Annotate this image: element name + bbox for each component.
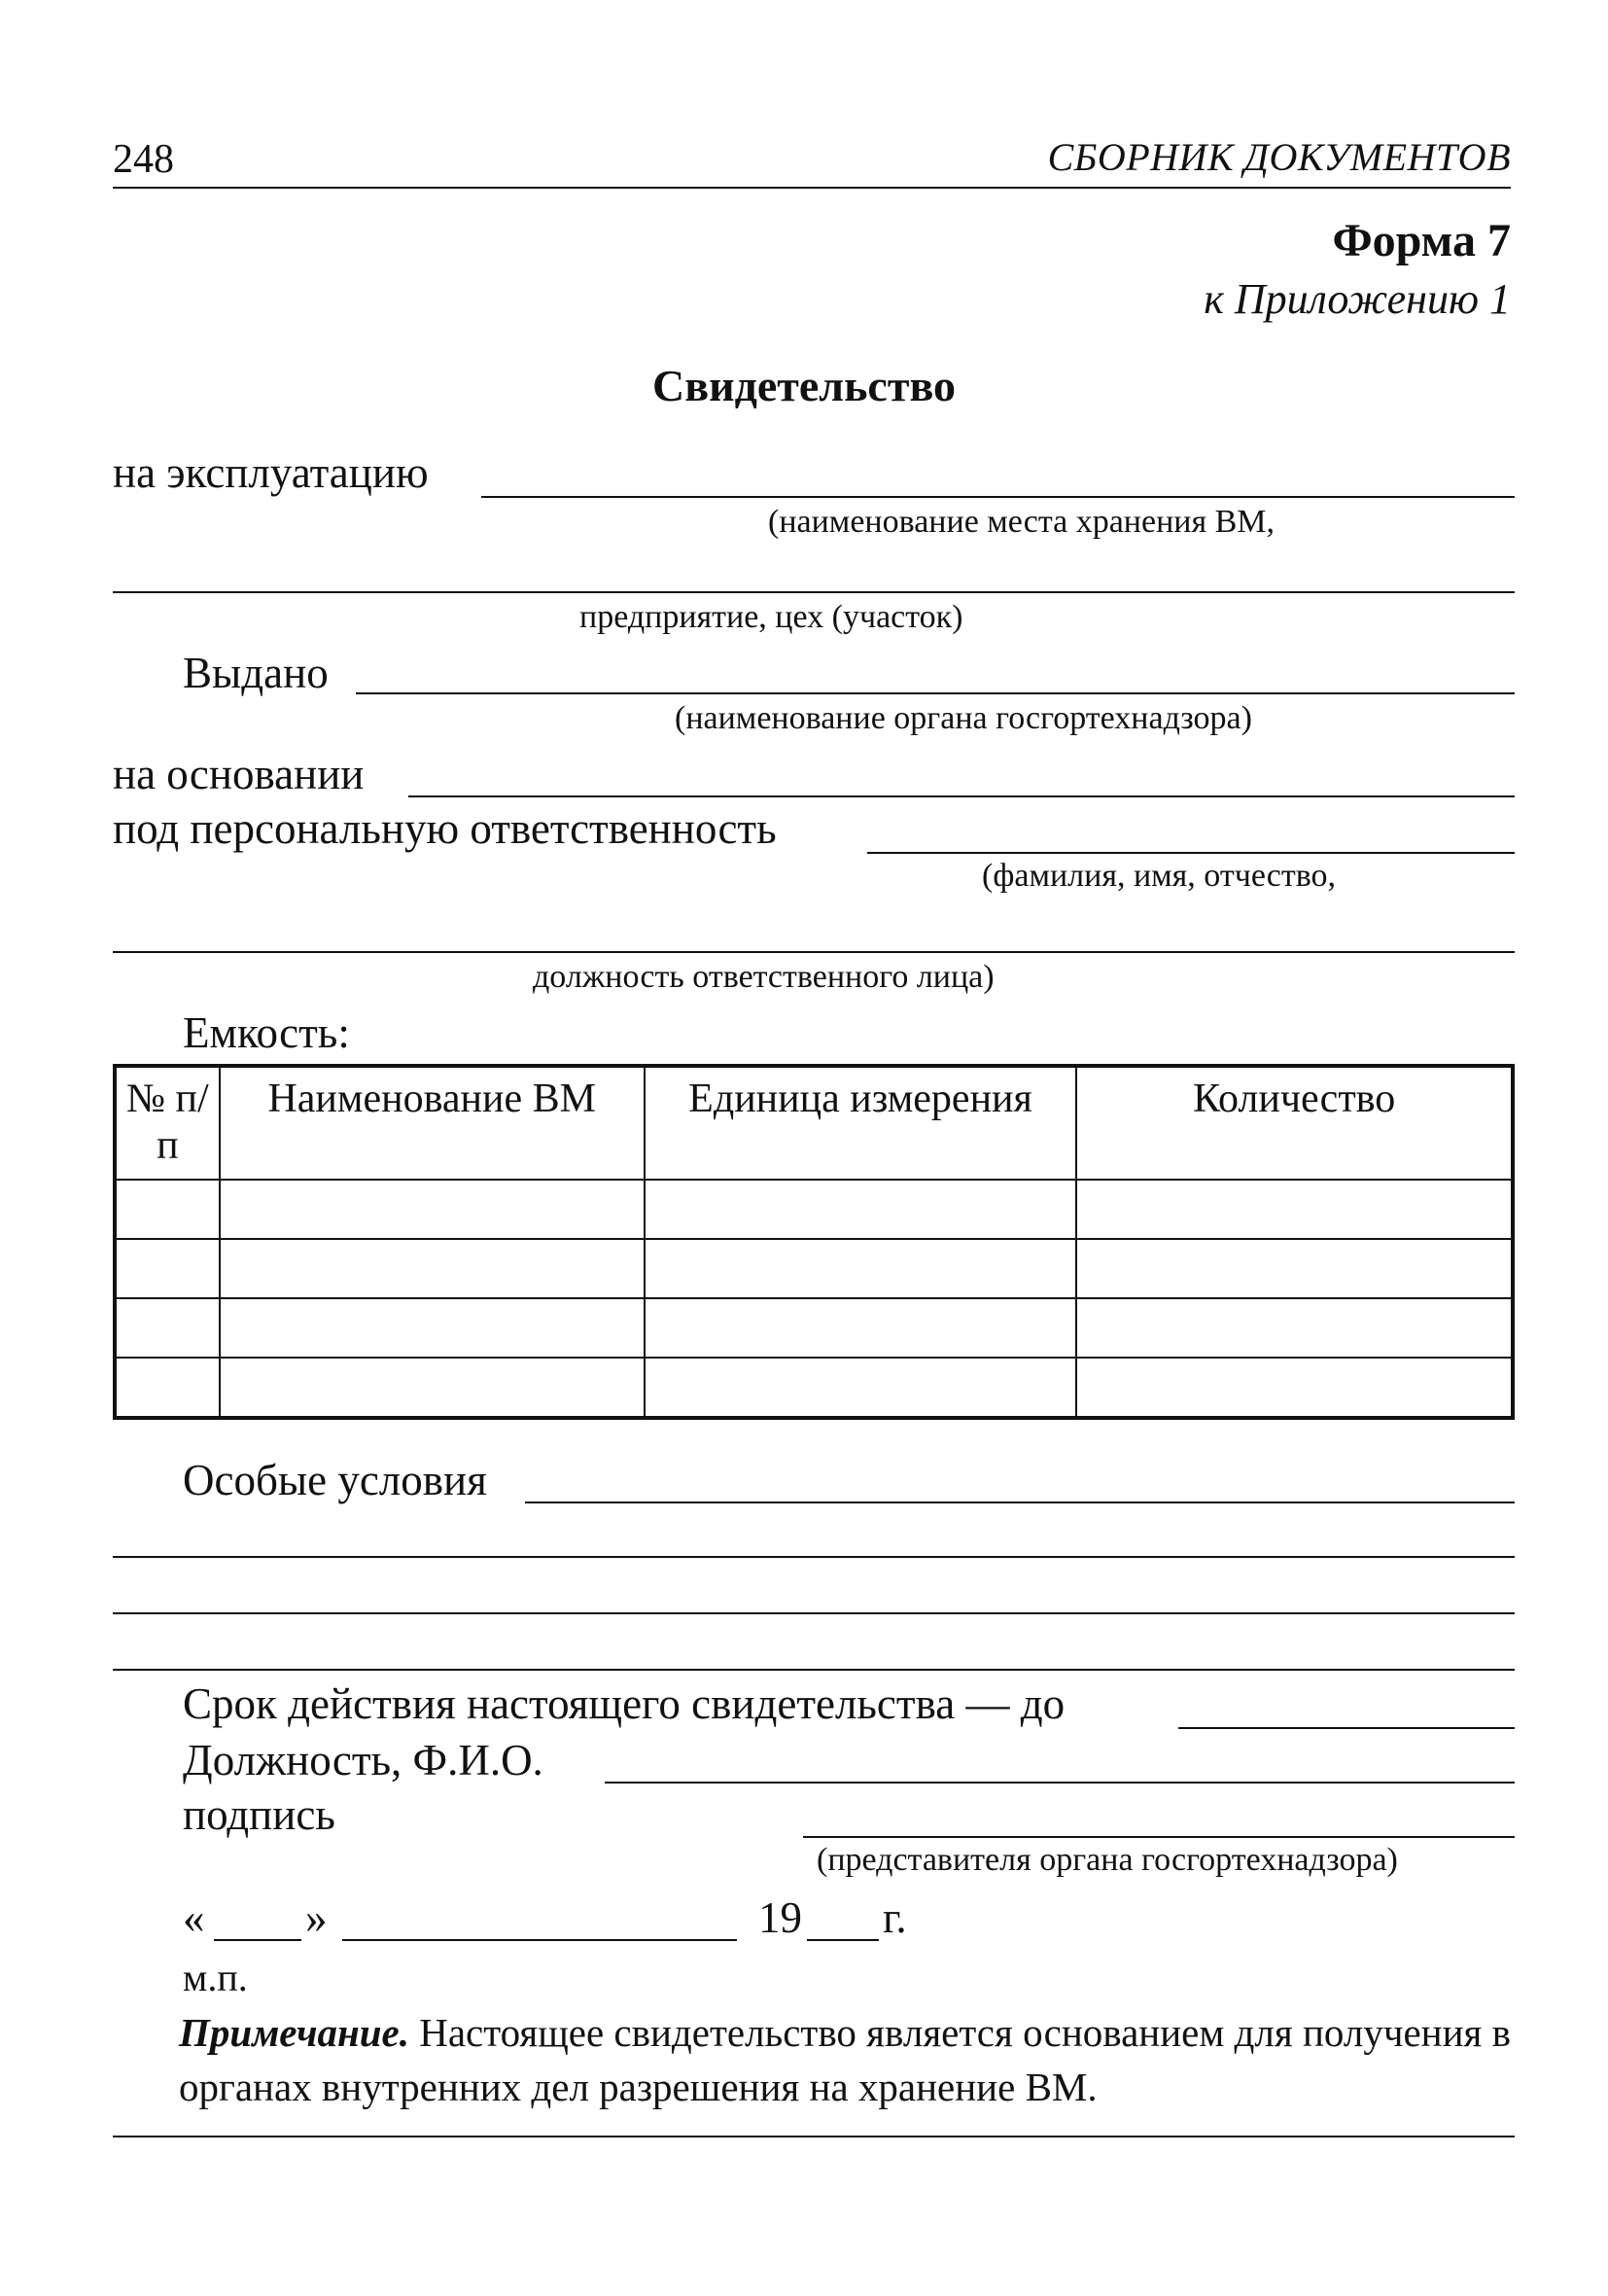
operation-hint-1: (наименование места хранения ВМ, <box>768 504 1276 540</box>
header-unit: Единица измерения <box>645 1066 1077 1180</box>
note <box>179 2005 1515 2114</box>
capacity-table <box>113 1064 1515 1420</box>
responsibility-label: под персональную ответственность <box>113 804 777 853</box>
header-rule <box>113 187 1511 189</box>
table-header-row <box>115 1066 1513 1180</box>
basis-field[interactable] <box>408 795 1515 797</box>
validity-label: Срок действия настоящего свидетельства — до <box>183 1679 1066 1728</box>
special-conditions-label: Особые условия <box>183 1456 487 1504</box>
table-cell[interactable] <box>645 1180 1077 1239</box>
issued-field[interactable] <box>356 692 1515 694</box>
date-year-field[interactable] <box>807 1939 879 1941</box>
table-cell[interactable] <box>1076 1239 1513 1298</box>
table-row <box>115 1239 1513 1298</box>
table-cell[interactable] <box>115 1239 220 1298</box>
form-label: Форма 7 <box>1332 215 1511 266</box>
issued-hint: (наименование органа госгортехнадзора) <box>675 700 1252 736</box>
date-open-quote: « <box>183 1893 205 1942</box>
seal-label: м.п. <box>183 1956 248 1999</box>
table-cell[interactable] <box>115 1358 220 1418</box>
special-conditions-field[interactable] <box>525 1501 1515 1503</box>
table-row <box>115 1180 1513 1239</box>
date-month-field[interactable] <box>342 1939 737 1941</box>
table-cell[interactable] <box>1076 1180 1513 1239</box>
document-title: Свидетельство <box>652 361 956 410</box>
note-label: Примечание. <box>179 2010 409 2055</box>
basis-label: на основании <box>113 750 365 798</box>
table-cell[interactable] <box>220 1180 645 1239</box>
responsibility-field-continued[interactable] <box>113 951 1515 953</box>
validity-field[interactable] <box>1178 1727 1515 1729</box>
date-close-quote: » <box>305 1893 328 1942</box>
header-quantity: Количество <box>1076 1066 1513 1180</box>
operation-hint-2: предприятие, цех (участок) <box>579 599 963 635</box>
annex-label: к Приложению 1 <box>1204 275 1511 323</box>
page-number: 248 <box>113 137 174 182</box>
date-day-field[interactable] <box>214 1939 301 1941</box>
running-title: СБОРНИК ДОКУМЕНТОВ <box>1047 135 1511 179</box>
signature-field[interactable] <box>803 1836 1515 1838</box>
year-prefix: 19 <box>758 1893 802 1942</box>
special-conditions-line-4[interactable] <box>113 1669 1515 1671</box>
special-conditions-line-2[interactable] <box>113 1556 1515 1558</box>
special-conditions-line-3[interactable] <box>113 1612 1515 1614</box>
table-cell[interactable] <box>1076 1358 1513 1418</box>
table-row <box>115 1358 1513 1418</box>
header-name: Наименование ВМ <box>220 1066 645 1180</box>
responsibility-hint-1: (фамилия, имя, отчество, <box>982 858 1337 894</box>
responsibility-hint-2: должность ответственного лица) <box>533 959 995 995</box>
table-cell[interactable] <box>115 1180 220 1239</box>
table-cell[interactable] <box>115 1298 220 1358</box>
footer-rule <box>113 2136 1515 2137</box>
position-label: Должность, Ф.И.О. <box>183 1736 543 1784</box>
year-suffix: г. <box>883 1893 907 1942</box>
table-cell[interactable] <box>1076 1298 1513 1358</box>
table-row <box>115 1298 1513 1358</box>
table-cell[interactable] <box>220 1298 645 1358</box>
operation-field-continued[interactable] <box>113 591 1515 593</box>
responsibility-field[interactable] <box>867 852 1515 854</box>
table-cell[interactable] <box>220 1358 645 1418</box>
table-cell[interactable] <box>645 1298 1077 1358</box>
issued-label: Выдано <box>183 649 329 697</box>
table-cell[interactable] <box>645 1358 1077 1418</box>
position-field[interactable] <box>605 1782 1515 1784</box>
table-cell[interactable] <box>645 1239 1077 1298</box>
operation-label: на эксплуатацию <box>113 448 429 497</box>
note-text: Настоящее свидетельство является основанием для получения в органах внутренних дел разрешения на хранение ВМ. <box>179 2010 1512 2109</box>
signature-label: подпись <box>183 1790 335 1839</box>
signature-hint: (представителя органа госгортехнадзора) <box>817 1842 1398 1878</box>
table-cell[interactable] <box>220 1239 645 1298</box>
header-number: № п/п <box>115 1066 220 1180</box>
capacity-label: Емкость: <box>183 1008 350 1057</box>
operation-field[interactable] <box>481 496 1515 498</box>
